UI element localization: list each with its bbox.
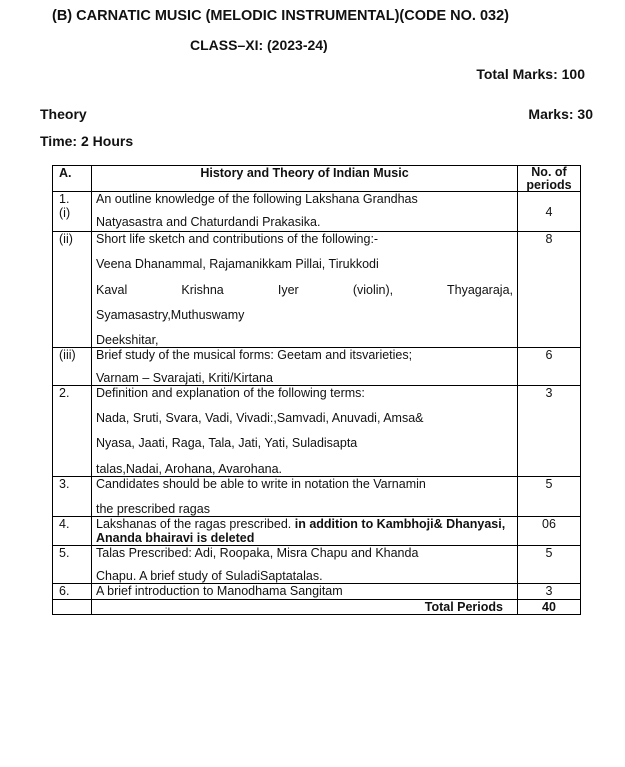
- row-line: A brief introduction to Manodhama Sangitam: [96, 584, 343, 599]
- row-number: 2.: [53, 386, 92, 477]
- row-line: Deekshitar,: [96, 332, 159, 347]
- row-periods: 3: [518, 386, 581, 477]
- row-line: the prescribed ragas: [96, 501, 210, 516]
- row-line: Chapu. A brief study of SuladiSaptatalas.: [96, 569, 323, 584]
- row-content: [92, 347, 518, 385]
- total-label: Total Periods: [92, 599, 518, 614]
- row-num: 1.: [59, 192, 70, 206]
- header-col-topic: History and Theory of Indian Music: [92, 166, 518, 192]
- row-periods: 4: [518, 192, 581, 232]
- header-col-number: A.: [53, 166, 92, 192]
- row-line: Brief study of the musical forms: Geetam and itsvarieties;: [96, 347, 413, 362]
- syllabus-table: [52, 165, 581, 615]
- row-number: [53, 192, 92, 232]
- table-row: [53, 386, 581, 477]
- row-sub: (i): [59, 206, 71, 221]
- row-line: Nyasa, Jaati, Raga, Tala, Jati, Yati, Suladisapta: [96, 436, 358, 451]
- row-line: Definition and explanation of the following terms:: [96, 386, 365, 401]
- row-line: Candidates should be able to write in notation the Varnamin: [96, 476, 426, 491]
- table-header-row: [53, 166, 581, 192]
- row-line: Veena Dhanammal, Rajamanikkam Pillai, Tirukkodi: [96, 257, 379, 272]
- row-line-bold: in addition to Kambhoji& Dhanyasi, Ananda bhairavi is deleted: [96, 516, 506, 545]
- total-row: [53, 599, 581, 614]
- table-row: [53, 232, 581, 348]
- row-content: [92, 516, 518, 545]
- row-content: [92, 192, 518, 232]
- row-periods: 06: [518, 516, 581, 545]
- row-line: Lakshanas of the ragas prescribed.: [96, 516, 292, 531]
- row-content: [92, 584, 518, 599]
- section-marks: Marks: 30: [528, 106, 593, 122]
- row-number: (ii): [53, 232, 92, 348]
- row-number: (iii): [53, 347, 92, 385]
- table-row: [53, 584, 581, 599]
- table-row: [53, 192, 581, 232]
- row-number: 6.: [53, 584, 92, 599]
- row-periods: 8: [518, 232, 581, 348]
- row-periods: 6: [518, 347, 581, 385]
- row-number: 5.: [53, 546, 92, 584]
- row-line: Kaval Krishna Iyer (violin), Thyagaraja,: [96, 282, 513, 297]
- total-blank: [53, 599, 92, 614]
- total-marks: Total Marks: 100: [476, 66, 585, 82]
- table-row: [53, 516, 581, 545]
- row-number: 3.: [53, 476, 92, 516]
- total-value: 40: [518, 599, 581, 614]
- row-line: Syamasastry,Muthuswamy: [96, 307, 245, 322]
- row-line: Varnam – Svarajati, Kriti/Kirtana: [96, 371, 273, 385]
- table-row: [53, 476, 581, 516]
- document-title: (B) CARNATIC MUSIC (MELODIC INSTRUMENTAL)(CODE NO. 032): [52, 8, 509, 24]
- class-heading: CLASS–XI: (2023-24): [190, 37, 328, 53]
- row-content: [92, 232, 518, 348]
- row-line: Talas Prescribed: Adi, Roopaka, Misra Chapu and Khanda: [96, 546, 419, 561]
- header-col-periods: No. of periods: [518, 166, 581, 192]
- row-content: [92, 546, 518, 584]
- table-row: [53, 347, 581, 385]
- row-number: 4.: [53, 516, 92, 545]
- section-label: Theory: [40, 106, 87, 122]
- row-line: Natyasastra and Chaturdandi Prakasika.: [96, 215, 321, 230]
- row-line: Nada, Sruti, Svara, Vadi, Vivadi:,Samvadi, Anuvadi, Amsa&: [96, 411, 424, 426]
- row-periods: 5: [518, 546, 581, 584]
- row-line: An outline knowledge of the following Lakshana Grandhas: [96, 192, 418, 206]
- time-label: Time: 2 Hours: [40, 133, 134, 149]
- row-content: [92, 386, 518, 477]
- row-periods: 5: [518, 476, 581, 516]
- row-line: talas,Nadai, Arohana, Avarohana.: [96, 461, 283, 476]
- row-periods: 3: [518, 584, 581, 599]
- row-content: [92, 476, 518, 516]
- row-line: Short life sketch and contributions of the following:-: [96, 232, 379, 247]
- table-row: [53, 546, 581, 584]
